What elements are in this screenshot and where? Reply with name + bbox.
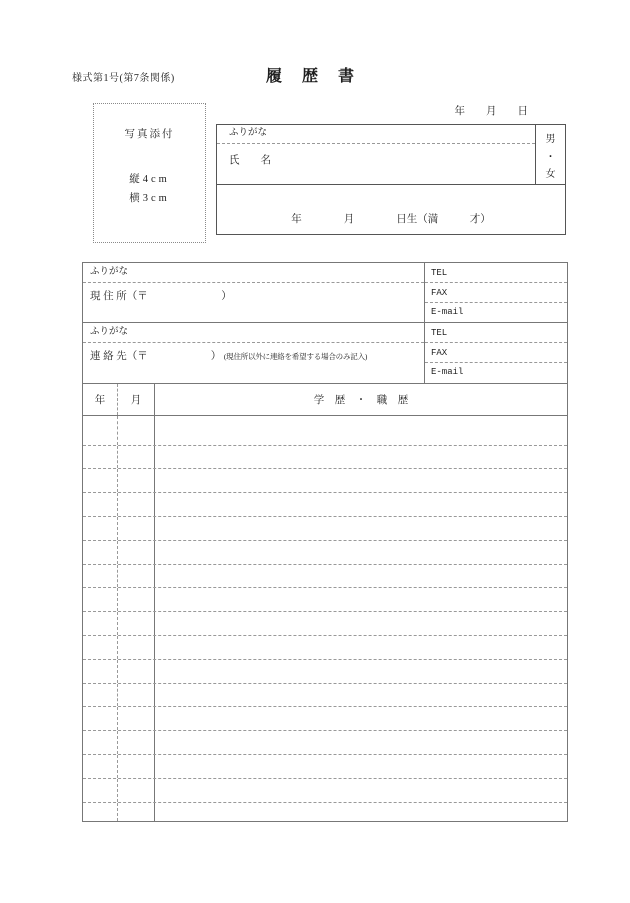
contact-address-furigana-label: ふりがな [90,327,129,337]
history-month-cell[interactable] [118,707,155,730]
contact-fax-label: FAX [431,348,448,358]
name-top-rows [217,125,565,184]
history-year-cell[interactable] [83,446,118,469]
contact-address-field[interactable] [83,343,424,383]
history-month-cell[interactable] [118,684,155,707]
current-email-field[interactable] [425,303,567,322]
history-year-cell[interactable] [83,517,118,540]
history-year-cell[interactable] [83,755,118,778]
current-fax-field[interactable] [425,283,567,303]
history-content-cell[interactable] [155,541,567,564]
current-address-contacts [425,263,567,322]
address-section [82,262,568,384]
history-table-header [83,384,567,416]
history-year-cell[interactable] [83,779,118,802]
history-year-cell[interactable] [83,731,118,754]
history-row [83,469,567,493]
page-title: 履 歴 書 [266,68,357,85]
history-row [83,731,567,755]
fill-in-date-line[interactable]: 年 月 日 [454,106,528,117]
history-content-cell[interactable] [155,612,567,635]
history-month-cell[interactable] [118,517,155,540]
history-month-cell[interactable] [118,636,155,659]
history-content-cell[interactable] [155,416,567,445]
history-year-cell[interactable] [83,660,118,683]
history-content-cell[interactable] [155,731,567,754]
contact-address-contacts [425,323,567,383]
history-year-cell[interactable] [83,636,118,659]
history-year-cell[interactable] [83,469,118,492]
current-address-label: 現 住 所（〒 ） [90,291,232,302]
current-tel-field[interactable] [425,263,567,283]
gender-female-label: 女 [545,169,556,180]
education-work-history-table [82,383,568,822]
birthdate-field[interactable] [217,184,565,234]
history-content-cell[interactable] [155,493,567,516]
history-row [83,779,567,803]
history-month-cell[interactable] [118,660,155,683]
history-row [83,416,567,446]
history-year-cell[interactable] [83,588,118,611]
history-content-cell[interactable] [155,803,567,821]
history-month-cell[interactable] [118,416,155,445]
full-name-field[interactable] [217,144,535,184]
photo-box-caption: 写真添付 [124,129,175,140]
current-fax-label: FAX [431,288,448,298]
history-row [83,446,567,470]
history-month-cell[interactable] [118,731,155,754]
contact-email-label: E-mail [431,367,464,377]
name-left-column [217,125,535,184]
birthdate-label: 年 月 日生（満 才） [291,214,491,225]
history-year-header: 年 [83,384,118,415]
history-row [83,517,567,541]
photo-height-note: 縦4cm [129,174,170,185]
history-year-cell[interactable] [83,416,118,445]
history-content-cell[interactable] [155,755,567,778]
gender-separator-dot: ・ [545,151,556,163]
history-content-cell[interactable] [155,779,567,802]
history-row [83,684,567,708]
contact-fax-field[interactable] [425,343,567,363]
history-content-header: 学 歴 ・ 職 歴 [313,395,409,406]
history-content-cell[interactable] [155,636,567,659]
history-content-cell[interactable] [155,446,567,469]
contact-email-field[interactable] [425,363,567,383]
contact-address-note: (現住所以外に連絡を希望する場合のみ記入) [223,352,368,361]
history-month-cell[interactable] [118,588,155,611]
gender-male-label: 男 [545,134,556,145]
history-content-cell[interactable] [155,707,567,730]
current-address-left [83,263,425,322]
full-name-label: 氏 名 [229,155,271,166]
history-content-cell[interactable] [155,588,567,611]
history-row [83,707,567,731]
history-content-cell[interactable] [155,660,567,683]
history-year-cell[interactable] [83,684,118,707]
current-email-label: E-mail [431,307,464,317]
contact-tel-field[interactable] [425,323,567,343]
history-row [83,493,567,517]
history-row [83,588,567,612]
name-furigana-label: ふりがな [229,128,268,138]
history-table-body [83,416,567,821]
current-tel-label: TEL [431,268,448,278]
history-month-cell[interactable] [118,469,155,492]
contact-address-left [83,323,425,383]
history-year-cell[interactable] [83,612,118,635]
history-row [83,565,567,589]
history-year-cell[interactable] [83,541,118,564]
history-row [83,612,567,636]
history-month-cell[interactable] [118,541,155,564]
history-month-cell[interactable] [118,493,155,516]
history-row [83,636,567,660]
current-address-furigana-label: ふりがな [90,267,129,277]
history-month-cell[interactable] [118,755,155,778]
history-content-cell[interactable] [155,684,567,707]
gender-selector[interactable] [535,125,565,184]
history-month-cell[interactable] [118,565,155,588]
history-year-cell[interactable] [83,493,118,516]
current-address-field[interactable] [83,283,424,322]
contact-address-furigana-field[interactable] [83,323,424,343]
history-row [83,803,567,821]
history-month-cell[interactable] [118,803,155,821]
form-number-label: 様式第1号(第7条関係) [72,73,175,84]
history-row [83,755,567,779]
name-furigana-field[interactable] [217,125,535,144]
history-row [83,541,567,565]
history-year-cell[interactable] [83,707,118,730]
history-month-cell[interactable] [118,612,155,635]
contact-tel-label: TEL [431,328,448,338]
current-address-furigana-field[interactable] [83,263,424,283]
history-month-header: 月 [118,384,155,415]
current-address-block [83,263,567,323]
history-month-cell[interactable] [118,446,155,469]
photo-attachment-box[interactable] [93,103,206,243]
history-content-cell[interactable] [155,565,567,588]
history-month-cell[interactable] [118,779,155,802]
history-content-cell[interactable] [155,469,567,492]
history-row [83,660,567,684]
contact-address-block [83,323,567,383]
photo-width-note: 横3cm [129,193,170,204]
history-content-cell[interactable] [155,517,567,540]
history-year-cell[interactable] [83,565,118,588]
history-year-cell[interactable] [83,803,118,821]
name-section [216,124,566,235]
contact-address-label: 連 絡 先（〒 ） [90,351,222,362]
